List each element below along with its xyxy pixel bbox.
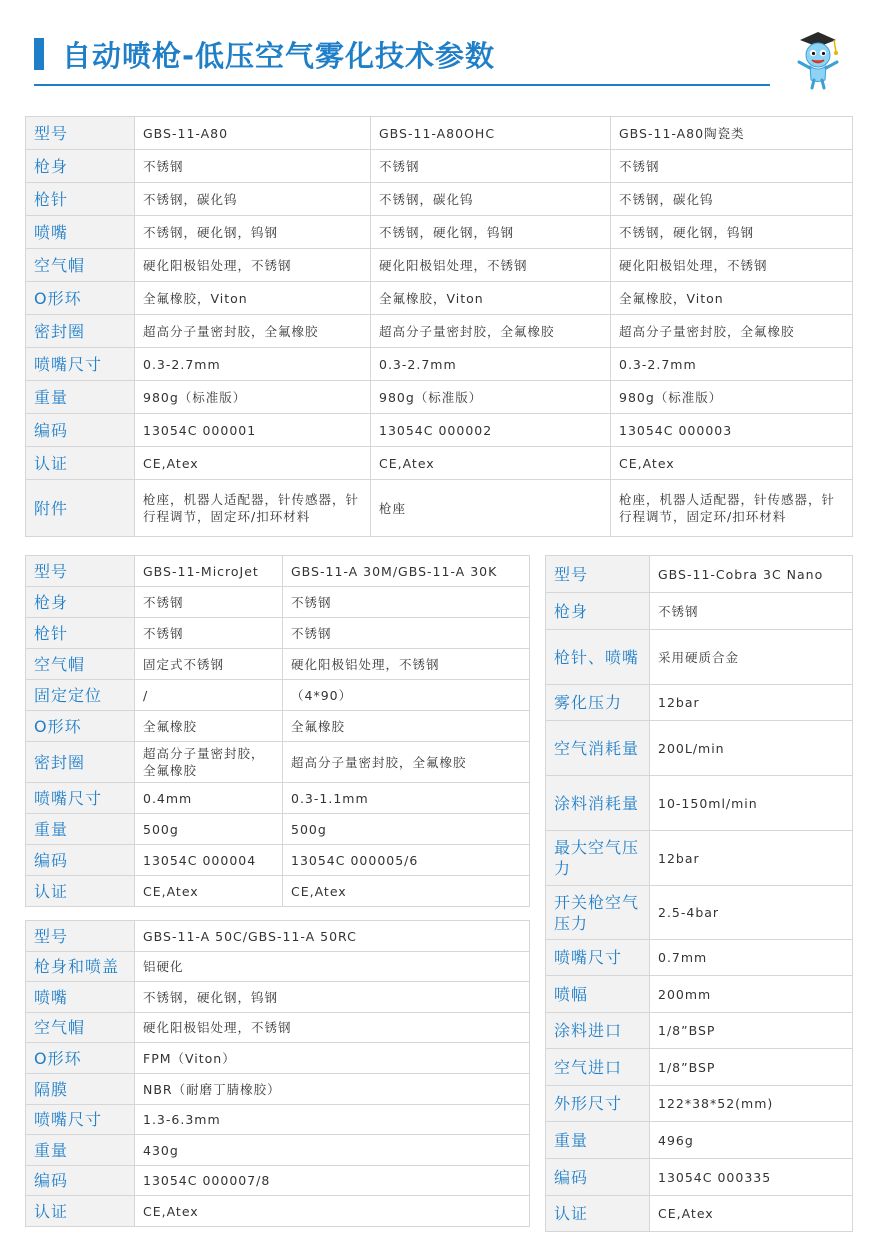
- row-label: O形环: [26, 711, 135, 742]
- cell: GBS-11-A 50C/GBS-11-A 50RC: [135, 921, 530, 952]
- cell: 不锈钢: [611, 150, 853, 183]
- cell: GBS-11-A80陶瓷类: [611, 117, 853, 150]
- row-label: 重量: [546, 1122, 650, 1159]
- cell: 200L/min: [650, 721, 853, 776]
- cell: 超高分子量密封胶，全氟橡胶: [283, 742, 530, 783]
- table-row: [26, 921, 530, 952]
- cell: 枪座: [371, 480, 611, 537]
- table-row: [26, 1074, 530, 1105]
- table-row: [26, 649, 530, 680]
- row-label: 雾化压力: [546, 685, 650, 721]
- cell: 超高分子量密封胶，全氟橡胶: [611, 315, 853, 348]
- cell: 不锈钢: [135, 618, 283, 649]
- cell: 硬化阳极铝处理，不锈钢: [283, 649, 530, 680]
- row-label: 编码: [26, 845, 135, 876]
- table-row: [26, 1196, 530, 1227]
- cell: 硬化阳极铝处理，不锈钢: [135, 249, 371, 282]
- table-row: [26, 381, 853, 414]
- row-label: 枪身: [26, 587, 135, 618]
- cell: GBS-11-MicroJet: [135, 556, 283, 587]
- cell: 不锈钢，碳化钨: [135, 183, 371, 216]
- spec-table-cobra: [545, 555, 853, 1232]
- row-label: 喷幅: [546, 976, 650, 1013]
- table-row: [26, 982, 530, 1013]
- cell: 13054C 000005/6: [283, 845, 530, 876]
- row-label: 枪身: [546, 593, 650, 630]
- cell: 13054C 000002: [371, 414, 611, 447]
- table-row: [26, 1105, 530, 1135]
- cell: 430g: [135, 1135, 530, 1166]
- cell: 13054C 000001: [135, 414, 371, 447]
- cell: 全氟橡胶，Viton: [135, 282, 371, 315]
- row-label: 最大空气压力: [546, 831, 650, 886]
- table-row: [26, 414, 853, 447]
- spec-table-microjet: [25, 555, 530, 907]
- row-label: 涂料进口: [546, 1013, 650, 1049]
- row-label: 喷嘴尺寸: [26, 1105, 135, 1135]
- table-row: [546, 593, 853, 630]
- cell: 不锈钢，碳化钨: [371, 183, 611, 216]
- cell: 0.4mm: [135, 783, 283, 814]
- cell: 13054C 000007/8: [135, 1166, 530, 1196]
- cell: CE,Atex: [135, 1196, 530, 1227]
- cell: 不锈钢，硬化钢，钨钢: [611, 216, 853, 249]
- cell: CE,Atex: [135, 876, 283, 907]
- cell: 不锈钢: [135, 587, 283, 618]
- table-row: [546, 556, 853, 593]
- cell: （4*90）: [283, 680, 530, 711]
- cell: 1/8”BSP: [650, 1013, 853, 1049]
- cell: 全氟橡胶: [283, 711, 530, 742]
- row-label: 外形尺寸: [546, 1086, 650, 1122]
- row-label: 重量: [26, 1135, 135, 1166]
- row-label: O形环: [26, 1043, 135, 1074]
- table-row: [546, 721, 853, 776]
- cell: 不锈钢: [650, 593, 853, 630]
- cell: 不锈钢，碳化钨: [611, 183, 853, 216]
- cell: NBR（耐磨丁腈橡胶）: [135, 1074, 530, 1105]
- cell: GBS-11-A80: [135, 117, 371, 150]
- cell: 不锈钢，硬化钢，钨钢: [135, 216, 371, 249]
- table-row: [546, 630, 853, 685]
- cell: 0.7mm: [650, 940, 853, 976]
- table-row: [26, 282, 853, 315]
- row-label: 空气消耗量: [546, 721, 650, 776]
- cell: 500g: [135, 814, 283, 845]
- cell: CE,Atex: [611, 447, 853, 480]
- row-label: O形环: [26, 282, 135, 315]
- row-label: 编码: [546, 1159, 650, 1196]
- table-row: [26, 315, 853, 348]
- table-row: [546, 886, 853, 940]
- row-label: 型号: [26, 921, 135, 952]
- cell: 不锈钢，硬化钢，钨钢: [135, 982, 530, 1013]
- cell: 铝硬化: [135, 952, 530, 982]
- table-row: [26, 587, 530, 618]
- row-label: 枪针: [26, 183, 135, 216]
- cell: GBS-11-A80OHC: [371, 117, 611, 150]
- table-row: [26, 680, 530, 711]
- cell: CE,Atex: [650, 1196, 853, 1232]
- row-label: 空气帽: [26, 249, 135, 282]
- cell: 13054C 000003: [611, 414, 853, 447]
- title-underline: [34, 84, 770, 86]
- cell: 固定式不锈钢: [135, 649, 283, 680]
- row-label: 密封圈: [26, 315, 135, 348]
- table-row: [26, 618, 530, 649]
- table-row: [26, 556, 530, 587]
- cell: CE,Atex: [283, 876, 530, 907]
- row-label: 枪针、喷嘴: [546, 630, 650, 685]
- cell: 采用硬质合金: [650, 630, 853, 685]
- table-row: [26, 480, 853, 537]
- cell: 硬化阳极铝处理，不锈钢: [135, 1013, 530, 1043]
- table-row: [26, 814, 530, 845]
- table-row: [26, 711, 530, 742]
- row-label: 枪针: [26, 618, 135, 649]
- cell: 全氟橡胶: [135, 711, 283, 742]
- row-label: 隔膜: [26, 1074, 135, 1105]
- row-label: 枪身和喷盖: [26, 952, 135, 982]
- cell: 全氟橡胶，Viton: [371, 282, 611, 315]
- row-label: 空气进口: [546, 1049, 650, 1086]
- cell: 1/8”BSP: [650, 1049, 853, 1086]
- row-label: 喷嘴: [26, 216, 135, 249]
- cell: 2.5-4bar: [650, 886, 853, 940]
- cell: 496g: [650, 1122, 853, 1159]
- cell: 不锈钢: [283, 618, 530, 649]
- cell: 0.3-2.7mm: [371, 348, 611, 381]
- table-row: [26, 249, 853, 282]
- row-label: 认证: [26, 876, 135, 907]
- cell: 122*38*52(mm): [650, 1086, 853, 1122]
- cell: 980g（标准版）: [611, 381, 853, 414]
- table-row: [26, 150, 853, 183]
- cell: 12bar: [650, 831, 853, 886]
- cell: 超高分子量密封胶，全氟橡胶: [135, 315, 371, 348]
- cell: 980g（标准版）: [371, 381, 611, 414]
- table-row: [546, 940, 853, 976]
- row-label: 认证: [26, 447, 135, 480]
- cell: 硬化阳极铝处理，不锈钢: [371, 249, 611, 282]
- table-row: [26, 117, 853, 150]
- cell: CE,Atex: [135, 447, 371, 480]
- cell: GBS-11-Cobra 3C Nano: [650, 556, 853, 593]
- cell: 1.3-6.3mm: [135, 1105, 530, 1135]
- table-row: [26, 1135, 530, 1166]
- table-row: [26, 447, 853, 480]
- table-row: [26, 348, 853, 381]
- row-label: 涂料消耗量: [546, 776, 650, 831]
- cell: 不锈钢: [283, 587, 530, 618]
- cell: 0.3-1.1mm: [283, 783, 530, 814]
- cell: CE,Atex: [371, 447, 611, 480]
- mascot-graduate-icon: [790, 28, 846, 90]
- cell: 10-150ml/min: [650, 776, 853, 831]
- table-row: [546, 976, 853, 1013]
- cell: 980g（标准版）: [135, 381, 371, 414]
- table-row: [546, 1013, 853, 1049]
- row-label: 喷嘴: [26, 982, 135, 1013]
- row-label: 空气帽: [26, 1013, 135, 1043]
- table-row: [546, 1122, 853, 1159]
- row-label: 开关枪空气压力: [546, 886, 650, 940]
- cell: /: [135, 680, 283, 711]
- table-row: [546, 1049, 853, 1086]
- table-row: [26, 783, 530, 814]
- row-label: 枪身: [26, 150, 135, 183]
- row-label: 空气帽: [26, 649, 135, 680]
- table-row: [26, 845, 530, 876]
- cell: 枪座，机器人适配器，针传感器，针行程调节，固定环/扣环材料: [611, 480, 853, 537]
- cell: 全氟橡胶，Viton: [611, 282, 853, 315]
- table-row: [546, 1086, 853, 1122]
- cell: 硬化阳极铝处理，不锈钢: [611, 249, 853, 282]
- table-row: [546, 685, 853, 721]
- table-row: [26, 952, 530, 982]
- table-row: [546, 831, 853, 886]
- cell: 0.3-2.7mm: [135, 348, 371, 381]
- row-label: 型号: [26, 556, 135, 587]
- cell: 500g: [283, 814, 530, 845]
- row-label: 型号: [546, 556, 650, 593]
- row-label: 认证: [26, 1196, 135, 1227]
- table-row: [26, 1013, 530, 1043]
- row-label: 喷嘴尺寸: [26, 348, 135, 381]
- table-row: [26, 1043, 530, 1074]
- cell: GBS-11-A 30M/GBS-11-A 30K: [283, 556, 530, 587]
- table-row: [26, 183, 853, 216]
- table-row: [26, 1166, 530, 1196]
- table-row: [546, 1196, 853, 1232]
- cell: 13054C 000004: [135, 845, 283, 876]
- row-label: 密封圈: [26, 742, 135, 783]
- cell: 超高分子量密封胶，全氟橡胶: [371, 315, 611, 348]
- cell: 200mm: [650, 976, 853, 1013]
- row-label: 重量: [26, 381, 135, 414]
- row-label: 重量: [26, 814, 135, 845]
- cell: 12bar: [650, 685, 853, 721]
- cell: 不锈钢: [135, 150, 371, 183]
- table-row: [26, 876, 530, 907]
- page-title: 自动喷枪-低压空气雾化技术参数: [62, 39, 496, 73]
- table-row: [546, 776, 853, 831]
- cell: 枪座，机器人适配器，针传感器，针行程调节，固定环/扣环材料: [135, 480, 371, 537]
- row-label: 编码: [26, 1166, 135, 1196]
- table-row: [26, 742, 530, 783]
- table-row: [26, 216, 853, 249]
- spec-table-a50: [25, 920, 530, 1227]
- cell: 不锈钢，硬化钢，钨钢: [371, 216, 611, 249]
- title-accent-bar: [34, 38, 44, 70]
- cell: FPM（Viton）: [135, 1043, 530, 1074]
- cell: 0.3-2.7mm: [611, 348, 853, 381]
- row-label: 附件: [26, 480, 135, 537]
- spec-table-a80: [25, 116, 853, 537]
- row-label: 固定定位: [26, 680, 135, 711]
- row-label: 型号: [26, 117, 135, 150]
- cell: 超高分子量密封胶，全氟橡胶: [135, 742, 283, 783]
- cell: 不锈钢: [371, 150, 611, 183]
- row-label: 认证: [546, 1196, 650, 1232]
- row-label: 喷嘴尺寸: [546, 940, 650, 976]
- cell: 13054C 000335: [650, 1159, 853, 1196]
- table-row: [546, 1159, 853, 1196]
- row-label: 编码: [26, 414, 135, 447]
- row-label: 喷嘴尺寸: [26, 783, 135, 814]
